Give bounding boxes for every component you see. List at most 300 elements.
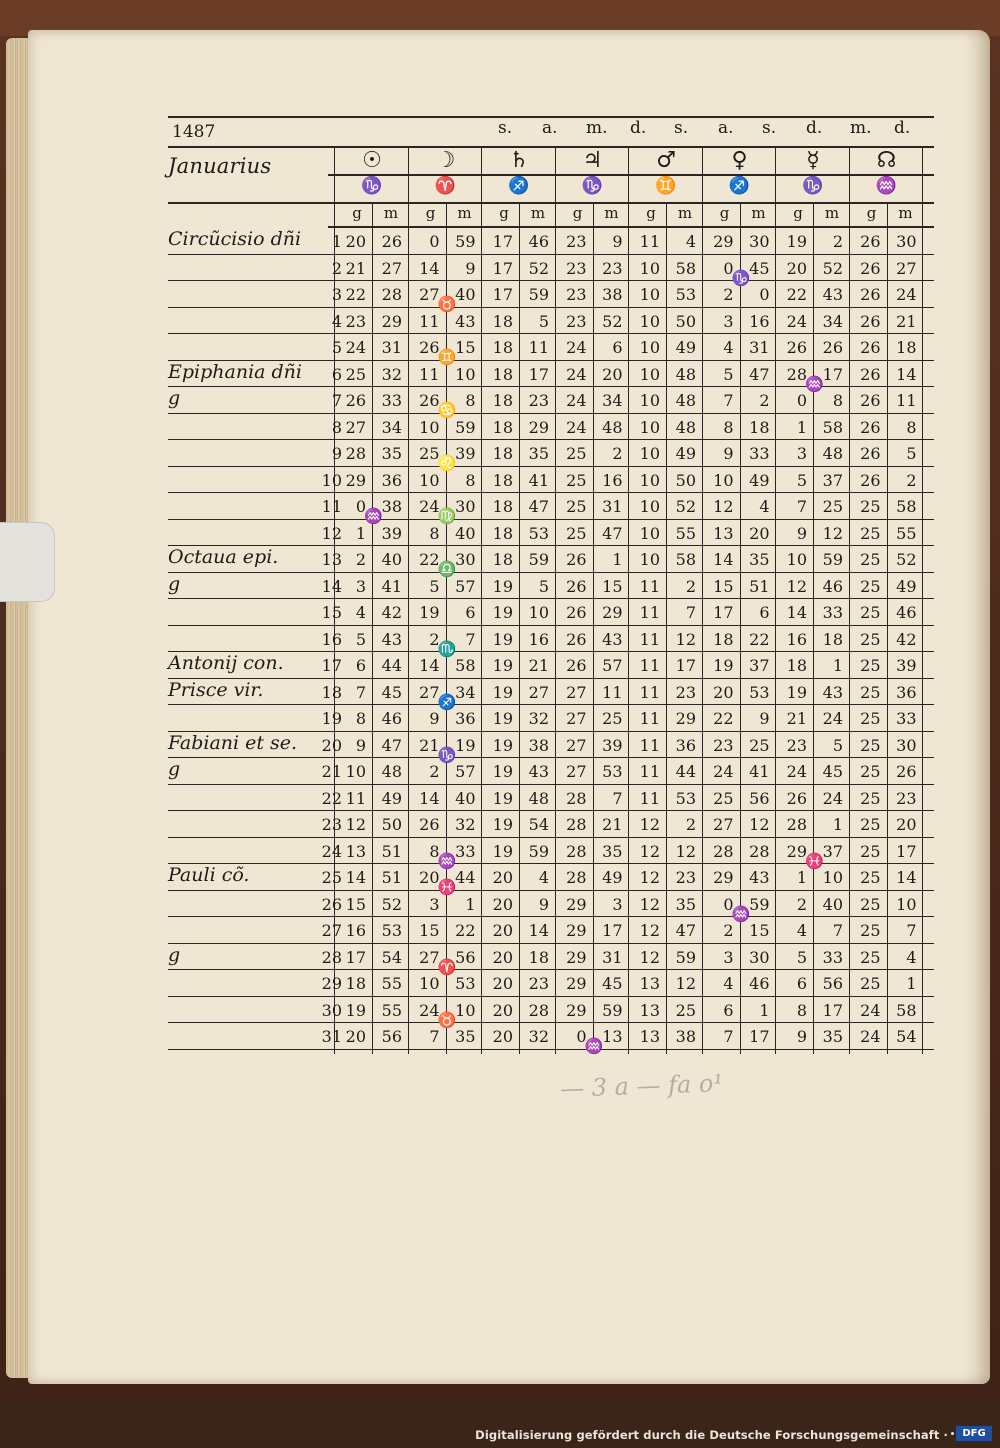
table-cell: 46 (528, 232, 549, 251)
table-cell: 25 (860, 576, 881, 596)
table-cell: 7 (723, 1027, 734, 1046)
table-cell: 11 (639, 603, 660, 622)
table-cell: 19 (455, 735, 476, 755)
table-cell: 20 (896, 815, 917, 834)
table-cell: 41 (749, 762, 770, 781)
table-cell: 22 (749, 629, 770, 649)
table-cell: 29 (566, 894, 587, 914)
row-rule (168, 307, 934, 308)
table-cell: 35 (675, 894, 696, 914)
table-cell: 32 (528, 709, 549, 728)
table-cell: 25 (860, 523, 881, 543)
row-rule (168, 890, 934, 891)
table-cell: 14 (419, 258, 440, 278)
zodiac-sign-3: ♑ (581, 176, 604, 196)
table-cell: 7 (355, 682, 366, 702)
unit-label-14: g (866, 204, 877, 222)
planet-symbol-1: ☽ (435, 148, 456, 173)
table-cell: 17 (822, 1000, 843, 1020)
day-number: 11 (321, 497, 342, 516)
table-cell: 46 (822, 576, 843, 596)
table-cell: 1 (355, 523, 366, 543)
table-cell: 37 (749, 656, 770, 675)
table-cell: 27 (896, 258, 917, 278)
table-cell: 11 (639, 232, 660, 251)
table-cell: 58 (822, 417, 843, 437)
unit-label-3: m (457, 204, 472, 222)
row-rule (168, 943, 934, 944)
table-cell: 28 (381, 285, 402, 304)
table-cell: 19 (345, 1000, 366, 1020)
table-cell: 16 (345, 921, 366, 940)
table-cell: 25 (860, 497, 881, 516)
table-cell: 5 (796, 470, 807, 490)
table-cell: 44 (675, 762, 696, 781)
table-cell: 15 (455, 338, 476, 357)
moon-sign-change: ♊ (437, 348, 457, 366)
table-cell: 39 (455, 444, 476, 463)
row-rule (168, 519, 934, 520)
table-cell: 38 (381, 497, 402, 516)
table-cell: 48 (822, 444, 843, 463)
table-cell: 27 (713, 815, 734, 834)
table-cell: 3 (723, 947, 734, 967)
table-cell: 40 (455, 285, 476, 304)
table-cell: 19 (713, 656, 734, 675)
day-number: 29 (321, 974, 342, 993)
table-cell: 54 (381, 947, 402, 967)
unit-label-12: g (793, 204, 803, 222)
row-rule (168, 572, 934, 573)
table-cell: 58 (455, 656, 476, 675)
table-cell: 30 (455, 550, 476, 569)
moon-sign-change: ♐ (437, 692, 457, 711)
column-rule (481, 146, 482, 1054)
table-cell: 22 (345, 285, 366, 304)
unit-label-0: g (352, 204, 362, 222)
table-cell: 1 (832, 656, 843, 675)
moon-sign-change: ♎ (437, 560, 457, 578)
table-cell: 9 (465, 258, 476, 278)
table-cell: 5 (906, 444, 917, 463)
table-cell: 40 (822, 894, 843, 914)
table-cell: 52 (822, 258, 843, 278)
table-cell: 55 (896, 523, 917, 543)
table-cell: 59 (528, 550, 549, 569)
table-cell: 32 (455, 815, 476, 834)
header-abbrev-9: d. (894, 118, 911, 138)
table-cell: 11 (639, 709, 660, 728)
day-number: 26 (321, 894, 342, 914)
column-rule (922, 146, 923, 1054)
table-cell: 10 (639, 470, 660, 490)
unit-label-6: g (572, 204, 583, 222)
table-cell: 14 (345, 868, 366, 887)
table-cell: 9 (723, 444, 734, 463)
table-cell: 27 (566, 709, 587, 728)
table-cell: 52 (896, 550, 917, 569)
header-abbrev-7: d. (806, 118, 823, 138)
table-cell: 3 (723, 311, 734, 331)
table-cell: 4 (796, 921, 807, 940)
row-rule (168, 916, 934, 917)
table-cell: 31 (381, 338, 402, 357)
subcolumn-rule (372, 202, 373, 1054)
table-cell: 16 (749, 311, 770, 331)
table-cell: 37 (822, 470, 843, 490)
table-cell: 10 (639, 311, 660, 331)
table-cell: 23 (713, 735, 734, 755)
table-cell: 12 (639, 947, 660, 967)
table-cell: 10 (419, 417, 440, 437)
table-cell: 26 (860, 258, 881, 278)
saint-label: Epiphania dñi (168, 360, 302, 383)
table-cell: 15 (345, 894, 366, 914)
table-cell: 53 (749, 682, 770, 702)
table-cell: 20 (345, 232, 366, 251)
table-cell: 24 (345, 338, 366, 357)
table-cell: 13 (345, 841, 366, 861)
table-cell: 25 (822, 497, 843, 516)
table-cell: 43 (749, 868, 770, 887)
table-cell: 25 (860, 603, 881, 622)
zodiac-sign-7: ♒ (875, 176, 898, 196)
table-cell: 18 (492, 497, 513, 516)
day-number: 15 (321, 603, 342, 622)
unit-label-1: m (383, 204, 399, 222)
table-cell: 45 (822, 762, 843, 781)
table-cell: 24 (822, 709, 843, 728)
table-cell: 20 (492, 1000, 513, 1020)
day-number: 22 (321, 788, 342, 808)
table-cell: 25 (860, 682, 881, 702)
table-cell: 25 (713, 788, 734, 808)
table-cell: 11 (528, 338, 549, 357)
subcolumn-rule (519, 202, 520, 1054)
table-cell: 59 (822, 550, 843, 569)
table-cell: 38 (675, 1027, 696, 1046)
table-cell: 10 (786, 550, 807, 569)
row-rule (168, 731, 934, 732)
table-cell: 54 (528, 815, 549, 834)
table-cell: 28 (566, 868, 587, 887)
table-cell: 2 (612, 444, 623, 463)
saint-label: Pauli cõ. (168, 864, 250, 886)
table-cell: 44 (455, 868, 476, 887)
subcolumn-rule (813, 202, 814, 1054)
table-cell: 21 (528, 656, 549, 675)
table-cell: 59 (749, 894, 770, 914)
table-cell: 11 (639, 682, 660, 702)
table-cell: 5 (796, 947, 807, 967)
day-number: 1 (331, 232, 342, 251)
table-cell: 13 (639, 1027, 660, 1046)
table-cell: 11 (639, 762, 660, 781)
table-cell: 25 (860, 841, 881, 861)
table-cell: 24 (822, 788, 843, 808)
zodiac-sign-6: ♑ (802, 176, 824, 196)
table-cell: 13 (639, 974, 660, 993)
day-number: 17 (321, 656, 342, 675)
table-cell: 59 (528, 285, 549, 304)
table-cell: 26 (381, 232, 402, 251)
table-cell: 11 (419, 364, 440, 384)
table-cell: 5 (429, 576, 440, 596)
table-cell: 1 (832, 815, 843, 834)
table-cell: 4 (906, 947, 917, 967)
table-cell: 27 (566, 762, 587, 781)
table-cell: 16 (786, 629, 807, 649)
table-cell: 38 (602, 285, 623, 304)
table-cell: 2 (355, 550, 366, 569)
table-cell: 13 (713, 523, 734, 543)
row-rule (168, 704, 934, 705)
table-cell: 26 (419, 391, 440, 410)
table-cell: 8 (906, 417, 917, 437)
table-cell: 2 (759, 391, 770, 410)
table-cell: 26 (860, 232, 881, 251)
table-cell: 29 (528, 417, 549, 437)
planet-sign-change: ♒ (731, 904, 751, 923)
planet-symbol-4: ♂ (656, 148, 676, 173)
table-cell: 42 (896, 629, 917, 649)
table-cell: 1 (796, 868, 807, 887)
table-cell: 58 (896, 497, 917, 516)
table-cell: 6 (723, 1000, 734, 1020)
day-number: 8 (331, 417, 342, 437)
day-number: 20 (321, 735, 342, 755)
table-cell: 21 (602, 815, 623, 834)
table-cell: 25 (860, 815, 881, 834)
table-cell: 4 (685, 232, 696, 251)
table-cell: 28 (786, 815, 807, 834)
table-cell: 17 (675, 656, 696, 675)
table-cell: 10 (528, 603, 549, 622)
saint-label: Fabiani et se. (168, 731, 298, 754)
table-cell: 56 (455, 947, 476, 967)
table-cell: 43 (528, 762, 549, 781)
table-cell: 25 (860, 550, 881, 569)
table-cell: 47 (749, 364, 770, 384)
row-rule (168, 810, 934, 811)
table-cell: 19 (492, 576, 513, 596)
table-cell: 14 (419, 788, 440, 808)
planet-symbol-0: ☉ (362, 148, 382, 173)
table-cell: 27 (345, 417, 366, 437)
table-cell: 29 (381, 311, 402, 331)
table-cell: 24 (786, 762, 807, 781)
table-cell: 1 (796, 417, 807, 437)
table-cell: 25 (566, 523, 587, 543)
table-cell: 59 (455, 417, 476, 437)
table-cell: 59 (602, 1000, 623, 1020)
table-cell: 47 (528, 497, 549, 516)
table-cell: 0 (723, 258, 734, 278)
planet-symbol-3: ♃ (582, 148, 603, 173)
row-rule (168, 651, 934, 652)
table-cell: 5 (832, 735, 843, 755)
day-number: 25 (321, 868, 342, 887)
table-cell: 3 (796, 444, 807, 463)
table-cell: 0 (723, 894, 734, 914)
table-cell: 12 (786, 576, 807, 596)
table-cell: 20 (492, 868, 513, 887)
zodiac-sign-2: ♐ (508, 176, 530, 196)
table-cell: 57 (455, 762, 476, 781)
table-cell: 10 (713, 470, 734, 490)
table-cell: 48 (675, 364, 696, 384)
column-rule (849, 146, 850, 1054)
table-cell: 28 (566, 815, 587, 834)
table-cell: 10 (639, 285, 660, 304)
table-cell: 31 (602, 947, 623, 967)
table-cell: 26 (860, 338, 881, 357)
planet-symbol-7: ☊ (876, 148, 897, 173)
table-cell: 50 (675, 470, 696, 490)
day-number: 10 (321, 470, 342, 490)
moon-sign-change: ♌ (437, 454, 457, 472)
table-cell: 9 (538, 894, 549, 914)
table-cell: 26 (419, 815, 440, 834)
table-cell: 18 (896, 338, 917, 357)
saint-label: g (168, 943, 181, 966)
table-cell: 28 (566, 841, 587, 861)
table-cell: 48 (528, 788, 549, 808)
table-cell: 25 (860, 656, 881, 675)
table-cell: 35 (822, 1027, 843, 1046)
header-rule (328, 226, 934, 228)
table-cell: 17 (602, 921, 623, 940)
table-cell: 12 (639, 868, 660, 887)
table-cell: 20 (492, 894, 513, 914)
table-cell: 29 (786, 841, 807, 861)
table-cell: 19 (492, 762, 513, 781)
row-rule (168, 784, 934, 785)
table-cell: 10 (639, 497, 660, 516)
table-cell: 8 (465, 470, 476, 490)
table-cell: 23 (786, 735, 807, 755)
table-cell: 32 (381, 364, 402, 384)
moon-sign-change: ♏ (437, 639, 457, 658)
day-number: 12 (321, 523, 342, 543)
table-cell: 4 (723, 338, 734, 357)
table-cell: 35 (602, 841, 623, 861)
table-cell: 0 (796, 391, 807, 410)
unit-label-4: g (499, 204, 509, 222)
table-cell: 18 (345, 974, 366, 993)
table-cell: 11 (639, 788, 660, 808)
table-cell: 31 (602, 497, 623, 516)
table-cell: 10 (639, 523, 660, 543)
row-rule (168, 439, 934, 440)
table-cell: 44 (381, 656, 402, 675)
table-cell: 26 (345, 391, 366, 410)
table-cell: 17 (492, 232, 513, 251)
table-cell: 17 (713, 603, 734, 622)
table-cell: 13 (639, 1000, 660, 1020)
table-cell: 51 (381, 868, 402, 887)
page-gutter-shadow (964, 30, 990, 1384)
table-cell: 14 (896, 868, 917, 887)
table-cell: 17 (528, 364, 549, 384)
table-cell: 15 (419, 921, 440, 940)
table-cell: 25 (860, 921, 881, 940)
table-cell: 40 (381, 550, 402, 569)
table-cell: 1 (906, 974, 917, 993)
table-cell: 2 (685, 815, 696, 834)
row-rule (168, 254, 934, 255)
subcolumn-rule (666, 202, 667, 1054)
table-cell: 25 (860, 709, 881, 728)
planet-symbol-6: ☿ (806, 148, 820, 173)
table-cell: 43 (381, 629, 402, 649)
table-cell: 20 (492, 947, 513, 967)
day-number: 4 (331, 311, 342, 331)
table-cell: 10 (896, 894, 917, 914)
table-cell: 25 (860, 629, 881, 649)
table-cell: 26 (822, 338, 843, 357)
table-cell: 9 (612, 232, 623, 251)
table-cell: 47 (381, 735, 402, 755)
table-cell: 29 (713, 232, 734, 251)
table-cell: 29 (602, 603, 623, 622)
table-cell: 25 (860, 788, 881, 808)
table-cell: 46 (381, 709, 402, 728)
day-number: 18 (321, 682, 342, 702)
table-cell: 25 (566, 470, 587, 490)
table-cell: 18 (786, 656, 807, 675)
table-cell: 1 (612, 550, 623, 569)
table-cell: 55 (381, 1000, 402, 1020)
table-cell: 23 (566, 285, 587, 304)
table-cell: 11 (639, 735, 660, 755)
table-cell: 45 (381, 682, 402, 702)
table-cell: 58 (675, 258, 696, 278)
table-cell: 25 (566, 444, 587, 463)
row-rule (168, 360, 934, 361)
table-cell: 28 (528, 1000, 549, 1020)
table-cell: 49 (749, 470, 770, 490)
header-abbrev-0: s. (498, 118, 513, 138)
moon-sign-change: ♍ (437, 507, 457, 525)
table-cell: 3 (355, 576, 366, 596)
table-cell: 10 (639, 417, 660, 437)
saint-label: Octaua epi. (168, 546, 279, 568)
table-cell: 24 (419, 1000, 440, 1020)
table-cell: 23 (528, 974, 549, 993)
table-cell: 22 (455, 921, 476, 940)
table-cell: 58 (675, 550, 696, 569)
table-cell: 51 (381, 841, 402, 861)
unit-label-11: m (751, 204, 766, 222)
table-cell: 14 (786, 603, 807, 622)
table-cell: 25 (860, 947, 881, 967)
table-cell: 21 (345, 258, 366, 278)
table-cell: 18 (492, 364, 513, 384)
table-cell: 3 (612, 894, 623, 914)
table-cell: 15 (713, 576, 734, 596)
table-cell: 0 (759, 285, 770, 304)
row-rule (168, 545, 934, 546)
table-cell: 19 (492, 709, 513, 728)
table-cell: 12 (639, 815, 660, 834)
table-cell: 26 (860, 444, 881, 463)
row-rule (168, 625, 934, 626)
table-cell: 11 (419, 311, 440, 331)
zodiac-sign-1: ♈ (434, 176, 457, 196)
row-rule (168, 996, 934, 997)
table-cell: 20 (419, 868, 440, 887)
